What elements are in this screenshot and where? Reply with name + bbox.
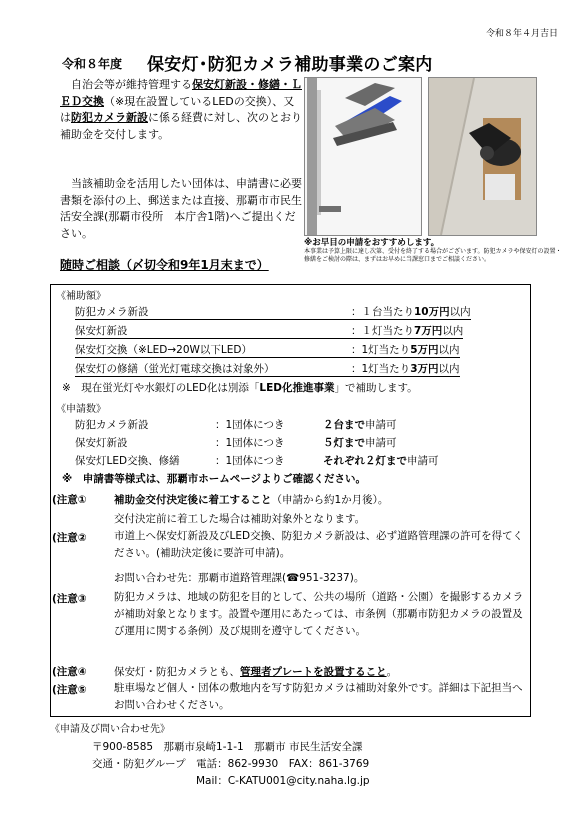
road-management-contact: お問い合わせ先：那覇市道路管理課(☎951-3237)。 xyxy=(114,572,365,584)
subsidy-item: 保安灯交換（※LED→20W以下LED） xyxy=(75,342,351,358)
subsidy-row xyxy=(75,304,471,320)
subsidy-heading: 《補助額》 xyxy=(56,291,106,302)
application-row: 保安灯新設 ：1団体につき ５灯まで申請可 xyxy=(75,437,397,449)
caution-4-text: 保安灯・防犯カメラとも、管理者プレートを設置すること。 xyxy=(114,666,398,678)
intro-text: に係る経費に対し、次のとおり補助金を交付します。 xyxy=(60,111,302,141)
intro-paragraph-2: 当該補助金を活用したい団体は、申請書に必要書類を添付の上、郵送または直接、那覇市市民生活安全課(那覇市役所 本庁舎1階)へご提出ください。 xyxy=(60,177,302,240)
intro-note: （※現在設置しているLEDの交換） xyxy=(104,94,273,108)
photo-caption-small: 本事業は予算上限に達し次第、受付を終了する場合がございます。防犯カメラや保安灯の設置・修繕をご検討の際は、まずはお早めに当課窓口までご相談ください。 xyxy=(304,248,562,263)
intro-paragraph xyxy=(60,77,302,143)
caution-1-detail: 交付決定前に着工した場合は補助対象外となります。 xyxy=(114,513,366,525)
caution-1-text: 補助金交付決定後に着工すること（申請から約1か月後）。 xyxy=(114,494,389,506)
street-light-photo xyxy=(304,77,422,236)
intro-text: 、又は xyxy=(60,94,295,125)
subsidy-row xyxy=(75,342,460,358)
subsidy-item: 保安灯の修繕（蛍光灯電球交換は対象外） xyxy=(75,361,351,377)
page-title: 保安灯･防犯カメラ補助事業のご案内 xyxy=(147,55,433,75)
form-download-note: ※ 申請書等様式は、那覇市ホームページよりご確認ください。 xyxy=(62,473,366,485)
subsidy-item: 防犯カメラ新設 xyxy=(75,304,351,320)
fiscal-year-label: 令和８年度 xyxy=(62,57,123,71)
subsidy-row xyxy=(75,361,460,377)
contact-email: Mail：C-KATU001@city.naha.lg.jp xyxy=(196,775,370,787)
subsidy-amount: ：１灯当たり7万円以内 xyxy=(351,325,464,337)
contact-phone-fax: 交通・防犯グループ 電話：862-9930 FAX：861-3769 xyxy=(92,758,370,770)
issue-date: 令和８年４月吉日 xyxy=(486,29,559,39)
application-row: 防犯カメラ新設 ：1団体につき ２台まで申請可 xyxy=(75,419,397,431)
caution-1-label: (注意① xyxy=(52,494,87,506)
street-light-image xyxy=(305,78,421,235)
intro-text: 自治会等が維持管理する xyxy=(71,78,192,91)
caution-5-label: (注意⑤ xyxy=(52,684,87,696)
applications-heading: 《申請数》 xyxy=(56,404,106,415)
subsidy-amount: ：1灯当たり3万円以内 xyxy=(351,363,460,375)
consultation-deadline: 随時ご相談（〆切令和9年1月末まで） xyxy=(60,258,269,272)
contact-heading: 《申請及び問い合わせ先》 xyxy=(50,724,170,735)
application-row: 保安灯LED交換、修繕 ：1団体につき それぞれ２灯まで申請可 xyxy=(75,455,439,467)
contact-address: 〒900-8585 那覇市泉崎1-1-1 那覇市 市民生活安全課 xyxy=(92,741,363,753)
subsidy-amount: ：１台当たり10万円以内 xyxy=(351,306,471,318)
security-camera-photo xyxy=(428,77,537,236)
security-camera-image xyxy=(429,78,536,235)
led-program-note: ※ 現在蛍光灯や水銀灯のLED化は別添「LED化推進事業」で補助します。 xyxy=(62,382,418,394)
photo-caption: ※お早目の申請をおすすめします。 xyxy=(304,238,440,248)
subsidy-row xyxy=(75,323,463,339)
caution-2-text: 市道上へ保安灯新設及びLED交換、防犯カメラ新設は、必ず道路管理課の許可を得てください。(補助決定後に要許可申請)。 xyxy=(114,530,524,559)
subsidy-item: 保安灯新設 xyxy=(75,323,351,339)
caution-4-label: (注意④ xyxy=(52,666,87,678)
caution-2-label: (注意② xyxy=(52,532,87,544)
intro-highlight-security-light: 保安灯新設・修繕・ＬＥＤ交換 xyxy=(60,78,302,108)
caution-3-text: 防犯カメラは、地域の防犯を目的として、公共の場所（道路・公園）を撮影するカメラが補助対象となります。設置や運用にあたっては、市条例（那覇市防犯カメラの設置及び運用に関する条例）及び規則を遵守してください。 xyxy=(114,591,524,637)
subsidy-amount: ：1灯当たり5万円以内 xyxy=(351,344,460,356)
caution-3-label: (注意③ xyxy=(52,593,87,605)
intro-highlight-camera: 防犯カメラ新設 xyxy=(71,111,148,125)
caution-5-text: 駐車場など個人・団体の敷地内を写す防犯カメラは補助対象外です。詳細は下記担当へお問い合わせください。 xyxy=(114,682,523,711)
